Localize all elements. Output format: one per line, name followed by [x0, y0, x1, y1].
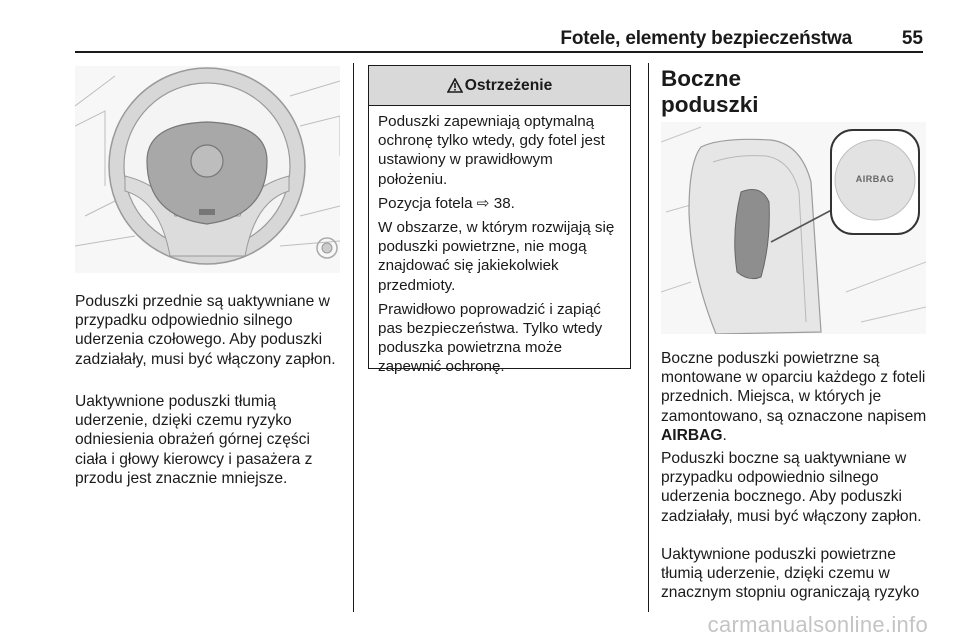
side-airbag-location-paragraph [661, 349, 933, 445]
front-airbag-paragraph: Poduszki przednie są uaktywniane w przypadku odpowiednio silnego uderzenia czołowego. Aby poduszki zadziałały, musi być włączony zapłon. [75, 293, 336, 368]
steering-wheel-illustration [75, 66, 340, 273]
section-heading-text: Boczne poduszki [661, 66, 759, 117]
warning-seat-position-paragraph: Poduszki zapewniają optymalną ochronę tylko wtedy, gdy fotel jest ustawiony w prawidłowym położeniu. [378, 113, 605, 188]
airbag-keyword: AIRBAG [661, 426, 723, 444]
side-airbag-seat-illustration [661, 122, 926, 334]
header-rule [75, 51, 923, 53]
warning-seat-ref-paragraph [378, 194, 624, 213]
column-divider-right [648, 63, 649, 612]
front-airbag-effect-paragraph: Uaktywnione poduszki tłumią uderzenie, dzięki czemu ryzyko odniesienia obrażeń górnej części ciała i głowy kierowcy i pasażera z przodu jest znacznie mniejsze. [75, 393, 313, 487]
side-airbag-effect-paragraph: Uaktywnione poduszki powietrzne tłumią uderzenie, dzięki czemu w znacznym stopniu ograniczają ryzyko [661, 546, 920, 602]
page-header-title: Fotele, elementy bezpieczeństwa [560, 28, 852, 49]
side-airbag-location-text: Boczne poduszki powietrzne są montowane w oparciu każdego z foteli przednich. Miejsca, w których je zamontowano, są oznaczone napisem [661, 350, 927, 425]
seat-ref-page-link[interactable]: 38. [493, 194, 515, 212]
warning-seatbelt-paragraph: Prawidłowo poprowadzić i zapiąć pas bezpieczeństwa. Tylko wtedy poduszka powietrzna może zapewnić ochronę. [378, 300, 603, 376]
watermark: carmanualsonline.info [707, 612, 928, 637]
warning-triangle-icon [447, 78, 463, 93]
side-airbag-location-end: . [722, 426, 727, 444]
side-airbag-activation-paragraph: Poduszki boczne są uaktywniane w przypadku odpowiednio silnego uderzenia bocznego. Aby poduszki zadziałały, musi być włączony zapłon. [661, 450, 922, 525]
warning-title: Ostrzeżenie [464, 76, 553, 94]
airbag-label: AIRBAG [855, 174, 895, 184]
seat-ref-label: Pozycja fotela [378, 194, 473, 212]
page-number: 55 [901, 28, 923, 49]
warning-body [369, 106, 630, 377]
warning-box [368, 65, 631, 376]
warning-header [369, 66, 630, 106]
warning-objects-paragraph: W obszarze, w którym rozwijają się poduszki powietrzne, nie mogą znajdować się jakiekolwiek przedmioty. [378, 219, 615, 294]
page-ref-arrow-icon: ⇨ [476, 194, 490, 212]
column-divider-left [353, 63, 354, 612]
